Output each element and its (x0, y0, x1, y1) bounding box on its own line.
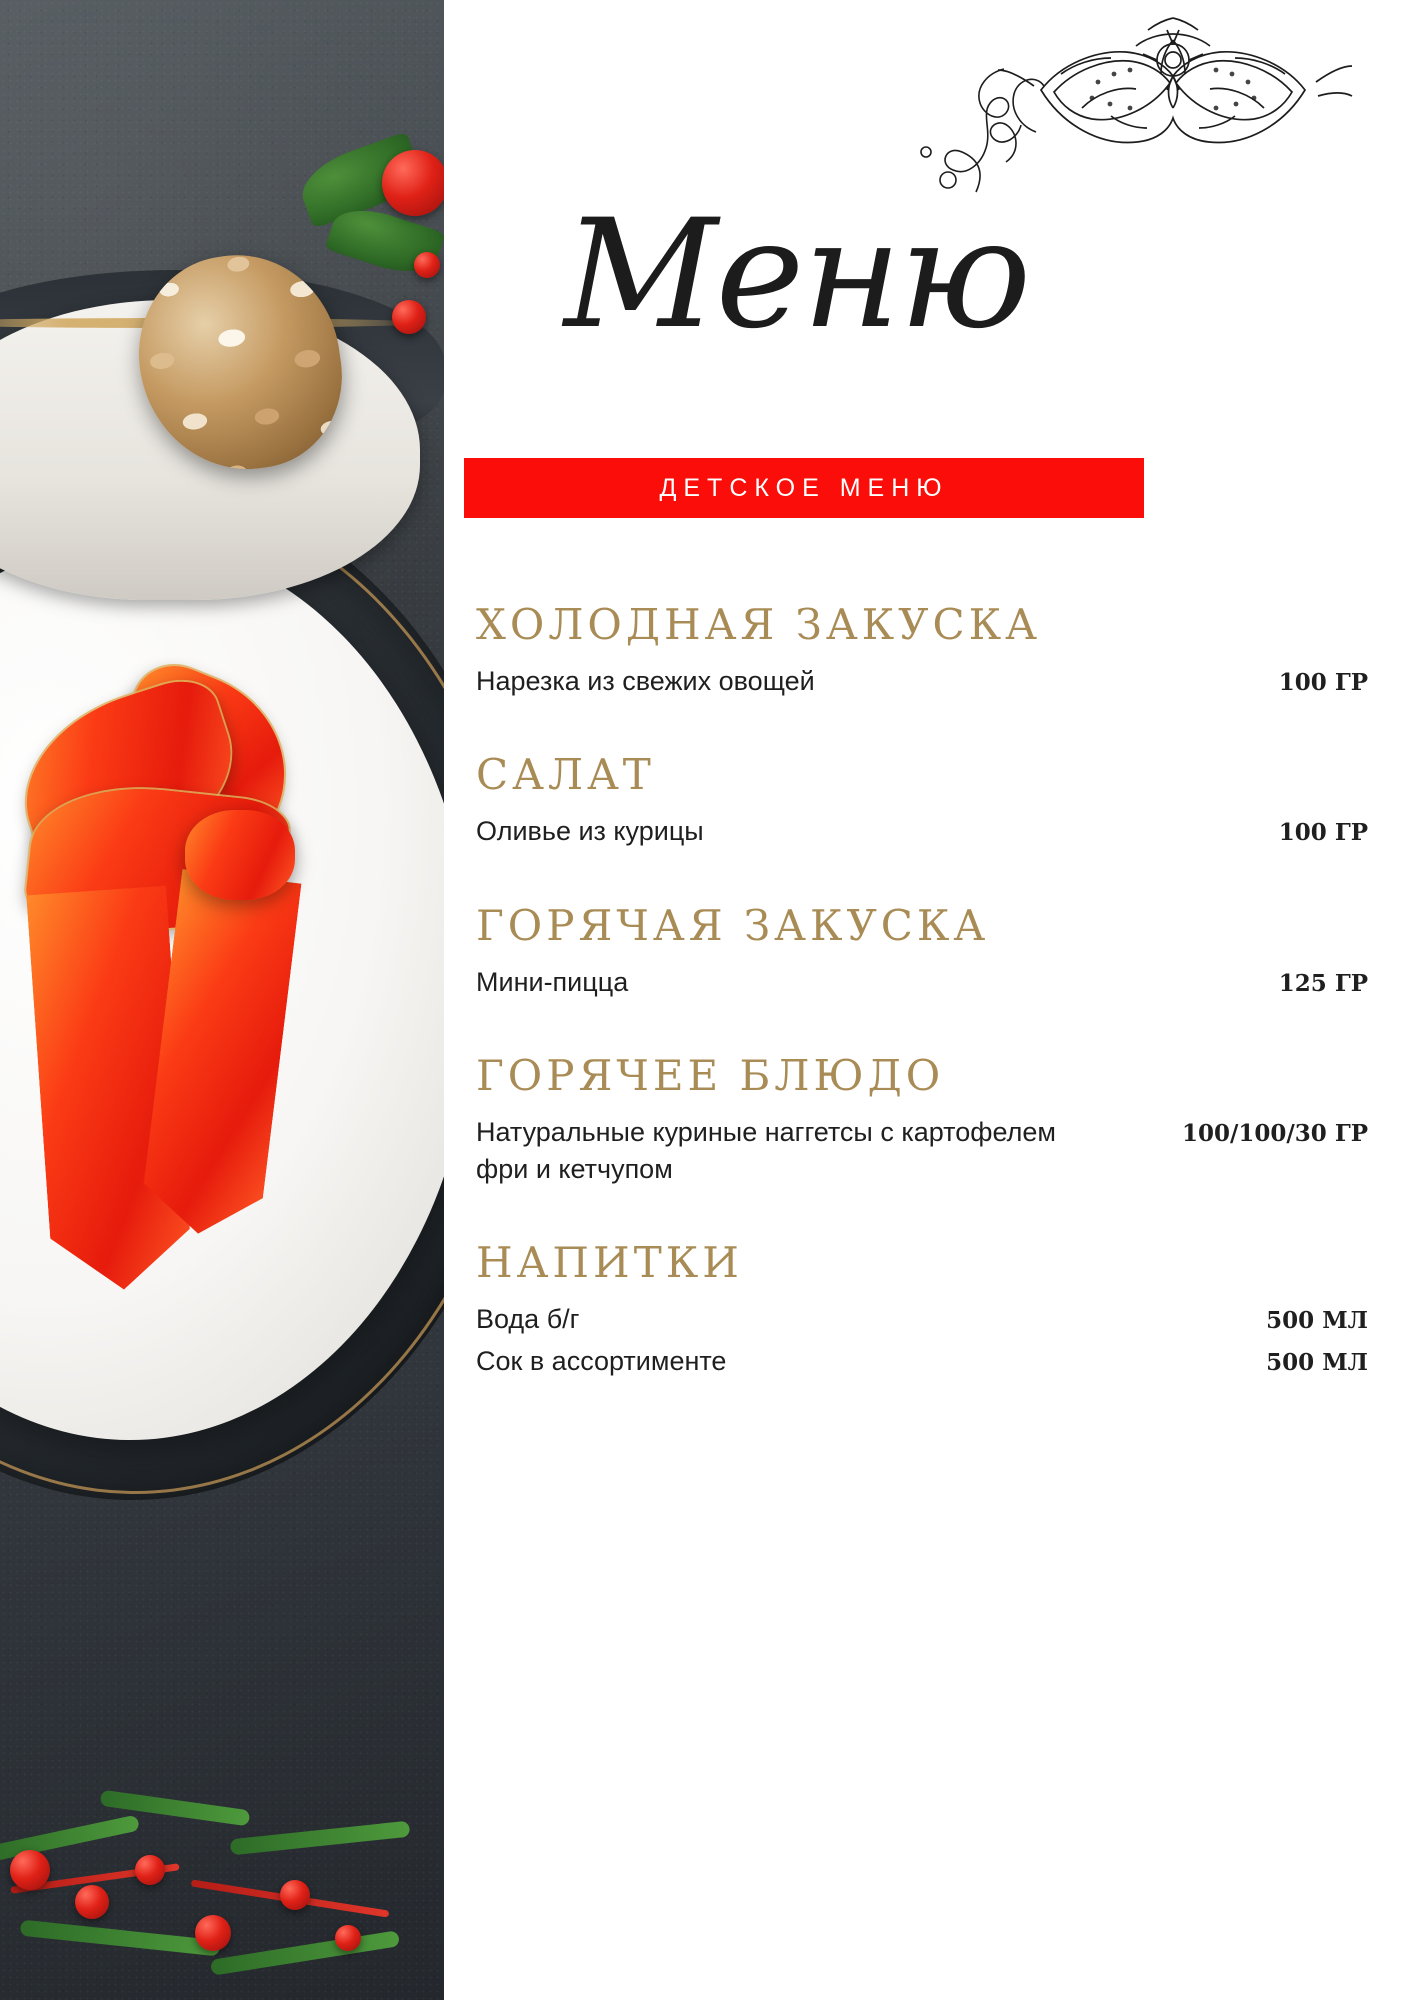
menu-sections (468, 600, 1368, 1390)
fir-sprig (20, 1920, 221, 1957)
menu-item (476, 813, 1368, 850)
section-title: ГОРЯЧАЯ ЗАКУСКА (476, 900, 990, 950)
menu-item-name: Вода б/г (476, 1304, 580, 1335)
carnival-mask-icon (886, 12, 1356, 202)
red-berry (135, 1855, 165, 1885)
menu-item-quantity: 100/100/30 ГР (1181, 1119, 1368, 1147)
pine-cone (126, 242, 354, 483)
red-ribbon-bow (10, 660, 380, 1360)
red-berry (392, 300, 426, 334)
section-title: ГОРЯЧЕЕ БЛЮДО (476, 1050, 945, 1100)
evergreen-decor (0, 1680, 444, 2000)
red-berry (10, 1850, 50, 1890)
menu-item-name: Мини-пицца (476, 966, 629, 997)
menu-item-name: Натуральные куриные наггетсы с картофелем фри и кетчупом (476, 1116, 1056, 1184)
menu-item (476, 663, 1368, 700)
fir-sprig (230, 1821, 411, 1856)
menu-item (476, 1114, 1368, 1189)
decorative-photo (0, 0, 444, 2000)
red-berry (335, 1925, 361, 1951)
menu-item (476, 1301, 1368, 1338)
kids-menu-banner-label: ДЕТСКОЕ МЕНЮ (659, 473, 949, 502)
red-berry (414, 252, 440, 278)
menu-section (468, 1051, 1368, 1189)
red-berry (280, 1880, 310, 1910)
red-berry (382, 150, 444, 216)
menu-item-quantity: 100 ГР (1278, 819, 1368, 847)
fir-sprig (210, 1930, 400, 1976)
menu-section (468, 750, 1368, 850)
red-berry (195, 1915, 231, 1951)
kids-menu-banner (464, 458, 1144, 518)
menu-item-quantity: 125 ГР (1278, 969, 1368, 997)
menu-item (476, 1343, 1368, 1380)
section-title: НАПИТКИ (476, 1238, 743, 1288)
menu-item-quantity: 100 ГР (1278, 669, 1368, 696)
red-berry (75, 1885, 109, 1919)
menu-content (444, 0, 1414, 2000)
bow-knot (185, 810, 295, 900)
page-title: Меню (564, 188, 1030, 362)
section-title: ХОЛОДНАЯ ЗАКУСКА (476, 600, 1041, 649)
menu-section (468, 600, 1368, 700)
menu-item-name: Нарезка из свежих овощей (476, 666, 815, 696)
menu-item (476, 964, 1368, 1001)
section-title: САЛАТ (476, 750, 655, 800)
menu-item-quantity: 500 МЛ (1266, 1348, 1368, 1376)
menu-item-name: Оливье из курицы (476, 816, 704, 847)
menu-item-name: Сок в ассортименте (476, 1345, 727, 1376)
menu-section (468, 901, 1368, 1001)
menu-item-quantity: 500 МЛ (1266, 1307, 1368, 1335)
menu-section (468, 1238, 1368, 1380)
